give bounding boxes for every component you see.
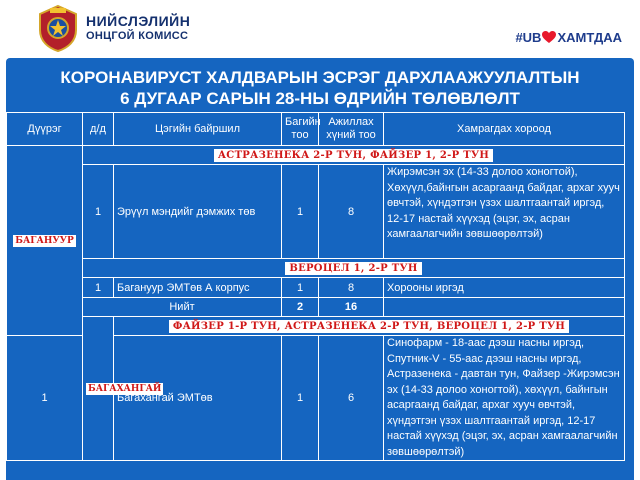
page-header	[0, 0, 640, 58]
total-staff: 16	[319, 298, 384, 317]
organization-name	[86, 13, 190, 43]
hashtag-left: #UB	[515, 30, 542, 45]
table-row	[7, 317, 625, 336]
total-row	[7, 298, 625, 317]
vaccine-label: АСТРАЗЕНЕКА 2-Р ТУН, ФАЙЗЕР 1, 2-Р ТУН	[214, 149, 493, 162]
district-name-bagakhangai: БАГАХАНГАЙ	[88, 384, 162, 394]
hashtag-right: ХАМТДАА	[557, 30, 622, 45]
table-row	[7, 259, 625, 278]
district-cell	[7, 146, 83, 336]
org-line-1: НИЙСЛЭЛИЙН	[86, 13, 191, 29]
row-number: 1	[83, 165, 114, 259]
mongolia-state-emblem-icon	[36, 4, 80, 52]
vaccination-plan-table	[6, 112, 625, 461]
district-name-baganuur: БАГАНУУР	[15, 236, 74, 246]
vaccine-label-row	[83, 146, 625, 165]
coverage-cell: Хорооны иргэд	[384, 278, 625, 298]
table-row	[7, 278, 625, 298]
teams-cell: 1	[282, 165, 319, 259]
staff-cell: 6	[319, 336, 384, 461]
column-header-teams: Багийн тоо	[282, 113, 319, 146]
row-number: 1	[83, 278, 114, 298]
column-header-number: д/д	[83, 113, 114, 146]
page-title-line-2: 6 ДУГААР САРЫН 28-НЫ ӨДРИЙН ТӨЛӨВЛӨЛТ	[120, 89, 520, 108]
teams-cell: 1	[282, 278, 319, 298]
column-header-staff: Ажиллах хүний тоо	[319, 113, 384, 146]
total-label: Нийт	[83, 298, 282, 317]
table-row	[7, 146, 625, 165]
org-line-2: ОНЦГОЙ КОМИСС	[86, 30, 189, 42]
column-header-coverage: Хамрагдах хороод	[384, 113, 625, 146]
table-row	[7, 165, 625, 259]
hashtag	[515, 30, 622, 45]
location-cell: Багануур ЭМТөв А корпус	[114, 278, 282, 298]
total-empty-cell	[384, 298, 625, 317]
page-title-line-1: КОРОНАВИРУСТ ХАЛДВАРЫН ЭСРЭГ ДАРХЛААЖУУЛАЛТЫН	[60, 68, 580, 87]
vaccine-label-row	[114, 317, 625, 336]
staff-cell: 8	[319, 165, 384, 259]
vaccine-label-row	[83, 259, 625, 278]
coverage-cell: Жирэмсэн эх (14-33 долоо хоногтой), Хөхүүл,байнгын асаргаанд байдаг, архаг хууч өвчтэй, хүндэтгэн үзэх шалтгаантай иргэд, 12-17 настай хүүхэд (эцэг, эх, асран хамгаалагчийн зөвшөөрөлтэй)	[384, 165, 625, 259]
column-header-location: Цэгийн байршил	[114, 113, 282, 146]
location-cell: Эрүүл мэндийг дэмжих төв	[114, 165, 282, 259]
teams-cell: 1	[282, 336, 319, 461]
location-cell: Багахангай ЭМТөв	[114, 336, 282, 461]
vaccine-label: ВЕРОЦЕЛ 1, 2-Р ТУН	[285, 262, 421, 275]
table-header-row	[7, 113, 625, 146]
staff-cell: 8	[319, 278, 384, 298]
coverage-cell: Синофарм - 18-аас дээш насны иргэд, Спутник-V - 55-аас дээш насны иргэд, Астразенека - давтан тун, Файзер -Жирэмсэн эх (14-33 долоо хоногтой), хөхүүл, байнгын асаргаанд байдаг, архаг хууч өвчтэй, хүндэтгэн үзэх шалтгаантай иргэд, 12-17 настай хүүхэд (эцэг, эх, асран хамгаалагчийн зөвшөөрөлтэй)	[384, 336, 625, 461]
total-teams: 2	[282, 298, 319, 317]
column-header-district: Дүүрэг	[7, 113, 83, 146]
heart-icon	[542, 31, 556, 44]
row-number: 1	[7, 336, 83, 461]
district-cell	[83, 317, 162, 461]
vaccine-label: ФАЙЗЕР 1-Р ТУН, АСТРАЗЕНЕКА 2-Р ТУН, ВЕРОЦЕЛ 1, 2-Р ТУН	[169, 320, 569, 333]
